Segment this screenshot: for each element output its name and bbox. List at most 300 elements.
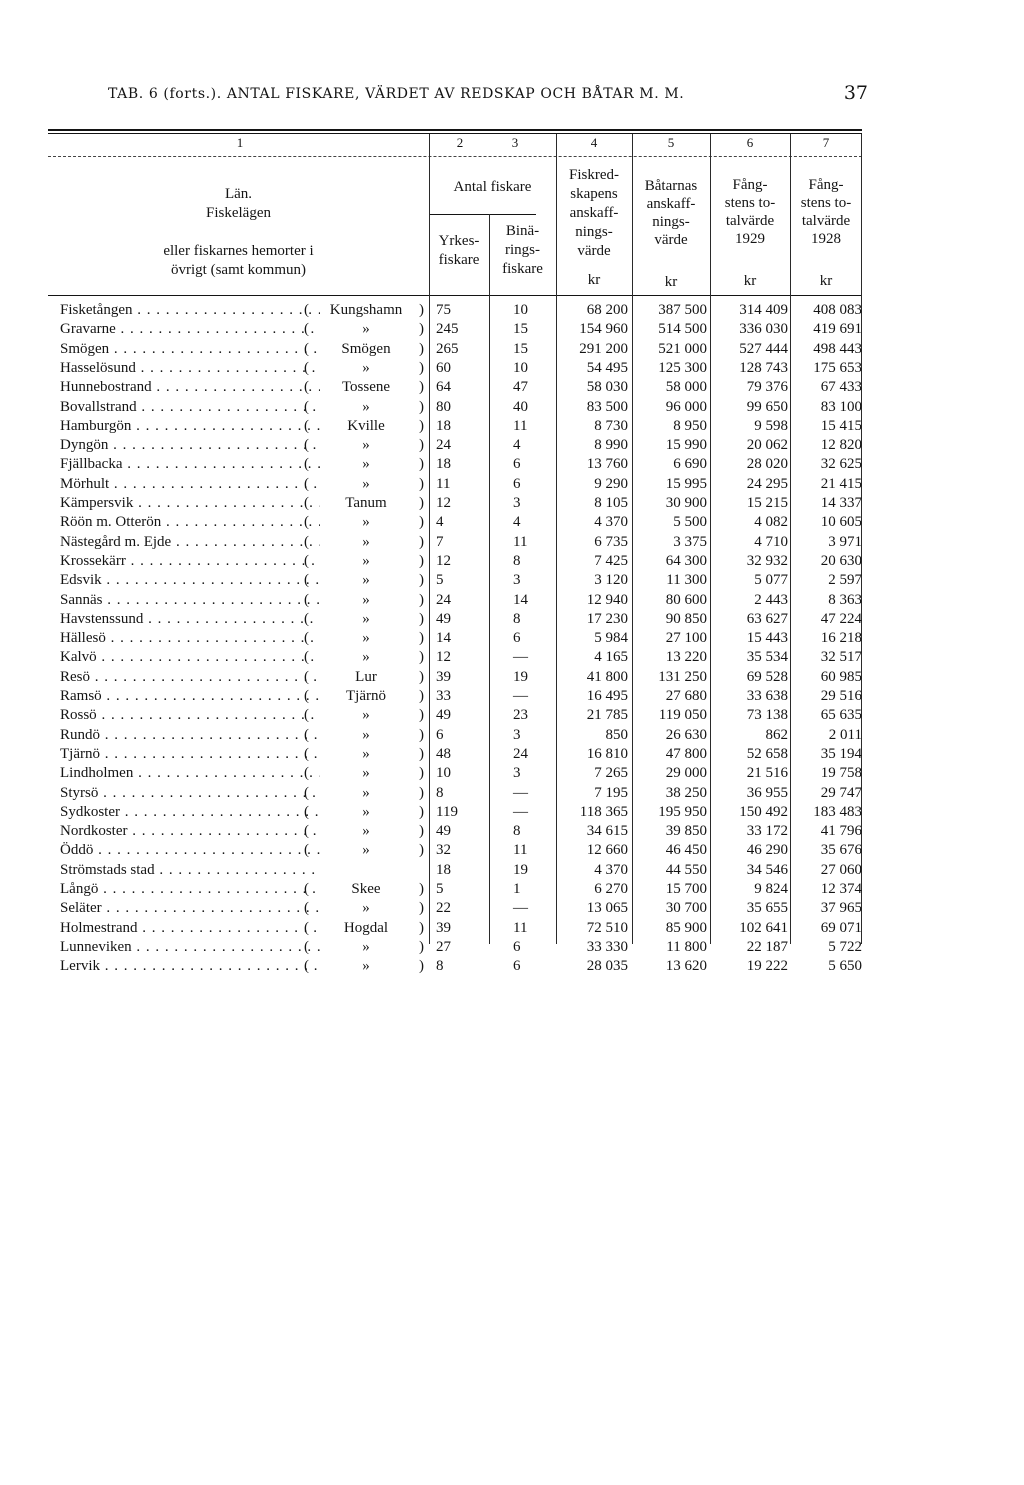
close-paren: ) (419, 726, 424, 743)
binaringsfiskare-value: 6 (513, 938, 521, 955)
fangst-1929-value: 28 020 (746, 456, 788, 473)
table-row (48, 938, 862, 957)
binaringsfiskare-value: 10 (513, 302, 528, 318)
batar-value: 5 500 (673, 514, 707, 531)
table-row (48, 455, 862, 474)
table-row (48, 784, 862, 803)
table-title: TAB. 6 (forts.). ANTAL FISKARE, VÄRDET AV REDSKAP OCH BÅTAR M. M. (108, 86, 685, 102)
column-number-5: 5 (667, 135, 675, 150)
fangst-1928-value: 29 516 (820, 688, 862, 704)
binaringsfiskare-value: 11 (513, 417, 528, 434)
binaringsfiskare-value: 4 (513, 514, 521, 531)
location-name: Seläter . . . (60, 899, 320, 918)
batar-value: 15 700 (665, 881, 707, 897)
redskap-value: 8 730 (594, 417, 628, 434)
binaringsfiskare-value: — (513, 784, 528, 801)
redskap-value: 291 200 (579, 340, 628, 357)
table-row (48, 957, 862, 976)
redskap-value: 8 105 (594, 495, 628, 511)
binaringsfiskare-value: 24 (513, 745, 528, 762)
close-paren: ) (419, 630, 424, 647)
fangst-1929-value: 46 290 (746, 842, 788, 859)
location-name: Edsvik . . . (60, 571, 320, 590)
close-paren: ) (419, 649, 424, 666)
fangst-1928-value: 3 971 (828, 533, 862, 550)
open-paren: ( (304, 321, 309, 338)
location-name: Hasselösund . . . (60, 359, 320, 378)
open-paren: ( (304, 630, 309, 647)
yrkesfiskare-value: 5 (436, 572, 444, 589)
redskap-value: 7 425 (594, 552, 628, 569)
yrkesfiskare-value: 64 (436, 379, 451, 396)
yrkesfiskare-value: 8 (436, 784, 444, 801)
open-paren: ( (304, 668, 309, 685)
commune-name: Hogdal (343, 919, 389, 936)
binaringsfiskare-value: — (513, 688, 528, 704)
table-row (48, 533, 862, 552)
redskap-value: 68 200 (586, 302, 628, 318)
fangst-1928-value: 29 747 (820, 784, 862, 801)
redskap-value: 34 615 (586, 823, 628, 840)
yrkesfiskare-value: 24 (436, 591, 451, 608)
fangst-1929-value: 19 222 (746, 958, 788, 975)
redskap-value: 13 760 (586, 456, 628, 473)
open-paren: ( (304, 707, 309, 724)
location-name: Bovallstrand . . . (60, 398, 320, 417)
fangst-1929-value: 102 641 (739, 919, 788, 936)
commune-name: Skee (351, 881, 381, 897)
close-paren: ) (419, 379, 424, 396)
close-paren: ) (419, 688, 424, 704)
fangst-1929-value: 314 409 (739, 302, 788, 318)
column-number-1: 1 (236, 135, 244, 150)
batar-value: 38 250 (665, 784, 707, 801)
table-row (48, 417, 862, 436)
batar-value: 15 995 (665, 475, 707, 492)
fangst-1928-value: 35 676 (820, 842, 862, 859)
fangst-1928-value: 12 820 (820, 437, 862, 454)
table-row (48, 687, 862, 706)
binaringsfiskare-value: — (513, 900, 528, 917)
yrkesfiskare-value: 49 (436, 707, 451, 724)
commune-name: » (362, 533, 370, 550)
batar-value: 27 680 (665, 688, 707, 704)
location-name: Långö . . . (60, 880, 320, 899)
redskap-value: 7 195 (594, 784, 628, 801)
table-row (48, 552, 862, 571)
commune-name: » (362, 552, 370, 569)
fangst-1928-value: 12 374 (820, 881, 862, 897)
table-row (48, 359, 862, 378)
yrkesfiskare-value: 18 (436, 861, 451, 878)
table-row (48, 899, 862, 918)
open-paren: ( (304, 823, 309, 840)
fangst-1929-value: 9 598 (754, 417, 788, 434)
table-row (48, 591, 862, 610)
fangst-1929-value: 33 638 (746, 688, 788, 704)
redskap-value: 9 290 (594, 475, 628, 492)
fangst-1929-value: 21 516 (746, 765, 788, 782)
fangst-1929-value: 36 955 (746, 784, 788, 801)
location-name: Ramsö . . . (60, 687, 320, 706)
redskap-value: 21 785 (586, 707, 628, 724)
column-number-7: 7 (822, 135, 830, 150)
fangst-1928-value: 83 100 (820, 398, 862, 415)
location-name: Gravarne . . . (60, 320, 320, 339)
open-paren: ( (304, 842, 309, 859)
close-paren: ) (419, 533, 424, 550)
commune-name: » (362, 591, 370, 608)
close-paren: ) (419, 302, 424, 318)
yrkesfiskare-value: 14 (436, 630, 451, 647)
location-name: Smögen . . . (60, 340, 320, 359)
fangst-1929-value: 99 650 (746, 398, 788, 415)
location-name: Krossekärr . . . (60, 552, 320, 571)
redskap-value: 4 370 (594, 514, 628, 531)
binaringsfiskare-value: 19 (513, 668, 528, 685)
open-paren: ( (304, 688, 309, 704)
open-paren: ( (304, 533, 309, 550)
yrkesfiskare-value: 12 (436, 495, 451, 511)
fangst-1928-value: 60 985 (820, 668, 862, 685)
open-paren: ( (304, 572, 309, 589)
redskap-value: 16 810 (586, 745, 628, 762)
table-top-rule (48, 129, 862, 131)
fangst-1929-value: 527 444 (739, 340, 788, 357)
page-number: 37 (843, 82, 868, 104)
open-paren: ( (304, 456, 309, 473)
location-name: Holmestrand . . . (60, 919, 320, 938)
batar-value: 3 375 (673, 533, 707, 550)
binaringsfiskare-value: 19 (513, 861, 528, 878)
close-paren: ) (419, 784, 424, 801)
table-row (48, 803, 862, 822)
table-row (48, 513, 862, 532)
redskap-value: 6 735 (594, 533, 628, 550)
fangst-1928-value: 5 650 (828, 958, 862, 975)
table-row (48, 648, 862, 667)
fangst-1928-value: 5 722 (828, 938, 862, 955)
location-name: Resö . . . (60, 668, 320, 687)
close-paren: ) (419, 765, 424, 782)
batar-value: 30 700 (665, 900, 707, 917)
fangst-1929-value: 35 534 (746, 649, 788, 666)
batar-value: 195 950 (658, 803, 707, 820)
close-paren: ) (419, 591, 424, 608)
commune-name: » (362, 707, 370, 724)
table-row (48, 320, 862, 339)
location-name: Havstenssund . . . (60, 610, 320, 629)
redskap-value: 33 330 (586, 938, 628, 955)
header-batar: Båtarnas anskaff- nings- värde kr (644, 178, 698, 290)
yrkesfiskare-value: 33 (436, 688, 451, 704)
location-name: Styrsö . . . (60, 784, 320, 803)
batar-value: 58 000 (665, 379, 707, 396)
header-bottom-rule (48, 295, 862, 296)
location-name: Mörhult . . . (60, 475, 320, 494)
redskap-value: 4 165 (594, 649, 628, 666)
open-paren: ( (304, 881, 309, 897)
yrkesfiskare-value: 12 (436, 552, 451, 569)
fangst-1929-value: 32 932 (746, 552, 788, 569)
batar-value: 27 100 (665, 630, 707, 647)
batar-value: 96 000 (665, 398, 707, 415)
fangst-1928-value: 19 758 (820, 765, 862, 782)
yrkesfiskare-value: 39 (436, 668, 451, 685)
redskap-value: 8 990 (594, 437, 628, 454)
redskap-value: 17 230 (586, 610, 628, 627)
yrkesfiskare-value: 49 (436, 610, 451, 627)
yrkesfiskare-value: 75 (436, 302, 451, 318)
fangst-1929-value: 79 376 (746, 379, 788, 396)
binaringsfiskare-value: 10 (513, 359, 528, 376)
fangst-1928-value: 498 443 (813, 340, 862, 357)
fangst-1929-value: 15 443 (746, 630, 788, 647)
binaringsfiskare-value: 6 (513, 630, 521, 647)
binaringsfiskare-value: 6 (513, 456, 521, 473)
commune-name: » (362, 745, 370, 762)
open-paren: ( (304, 379, 309, 396)
open-paren: ( (304, 398, 309, 415)
open-paren: ( (304, 610, 309, 627)
fangst-1928-value: 67 433 (820, 379, 862, 396)
fangst-1929-value: 35 655 (746, 900, 788, 917)
table-row (48, 378, 862, 397)
fangst-1928-value: 14 337 (820, 495, 862, 511)
table-row (48, 629, 862, 648)
close-paren: ) (419, 552, 424, 569)
binaringsfiskare-value: 3 (513, 765, 521, 782)
header-antal-fiskare: Antal fiskare (453, 179, 532, 195)
open-paren: ( (304, 726, 309, 743)
open-paren: ( (304, 765, 309, 782)
location-name: Nordkoster . . . (60, 822, 320, 841)
close-paren: ) (419, 475, 424, 492)
close-paren: ) (419, 359, 424, 376)
commune-name: » (362, 475, 370, 492)
open-paren: ( (304, 475, 309, 492)
location-name: Fjällbacka . . . (60, 455, 320, 474)
yrkesfiskare-value: 27 (436, 938, 451, 955)
fangst-1928-value: 32 625 (820, 456, 862, 473)
fangst-1928-value: 15 415 (820, 417, 862, 434)
fangst-1929-value: 15 215 (746, 495, 788, 511)
fangst-1929-value: 150 492 (739, 803, 788, 820)
binaringsfiskare-value: 8 (513, 823, 521, 840)
redskap-value: 72 510 (586, 919, 628, 936)
location-name: Hamburgön . . . (60, 417, 320, 436)
binaringsfiskare-value: 8 (513, 552, 521, 569)
table-row (48, 706, 862, 725)
location-name: Rundö . . . (60, 726, 320, 745)
redskap-value: 154 960 (579, 321, 628, 338)
header-yrkesfiskare: Yrkes- fiskare (438, 233, 480, 268)
fangst-1928-value: 21 415 (820, 475, 862, 492)
fangst-1928-value: 65 635 (820, 707, 862, 724)
location-name: Fisketången . . . (60, 301, 320, 320)
location-name: Rossö . . . (60, 706, 320, 725)
batar-value: 11 800 (666, 938, 707, 955)
batar-value: 15 990 (665, 437, 707, 454)
header-binaringsfiskare: Binä- rings- fiskare (502, 223, 543, 277)
commune-name: Kungshamn (329, 302, 403, 318)
fangst-1928-value: 20 630 (820, 552, 862, 569)
column-number-rule (48, 156, 862, 157)
close-paren: ) (419, 456, 424, 473)
table-row (48, 745, 862, 764)
fangst-1929-value: 73 138 (746, 707, 788, 724)
table-row (48, 861, 862, 880)
fangst-1928-value: 41 796 (820, 823, 862, 840)
batar-value: 47 800 (665, 745, 707, 762)
location-name: Röön m. Otterön . . . (60, 513, 320, 532)
column-number-3: 3 (511, 135, 519, 150)
yrkesfiskare-value: 7 (436, 533, 444, 550)
close-paren: ) (419, 938, 424, 955)
batar-value: 8 950 (673, 417, 707, 434)
open-paren: ( (304, 649, 309, 666)
batar-value: 30 900 (665, 495, 707, 511)
open-paren: ( (304, 958, 309, 975)
redskap-value: 118 365 (579, 803, 628, 820)
commune-name: Smögen (341, 340, 391, 357)
close-paren: ) (419, 900, 424, 917)
batar-value: 46 450 (665, 842, 707, 859)
open-paren: ( (304, 938, 309, 955)
fangst-1928-value: 408 083 (813, 302, 862, 318)
column-number-2: 2 (456, 135, 464, 150)
yrkesfiskare-value: 265 (436, 340, 459, 357)
location-name: Strömstads stad . . . (60, 861, 320, 880)
binaringsfiskare-value: — (513, 649, 528, 666)
close-paren: ) (419, 398, 424, 415)
close-paren: ) (419, 707, 424, 724)
close-paren: ) (419, 610, 424, 627)
binaringsfiskare-value: 15 (513, 340, 528, 357)
fangst-1928-value: 8 363 (828, 591, 862, 608)
commune-name: » (362, 610, 370, 627)
fangst-1929-value: 4 710 (754, 533, 788, 550)
fangst-1929-value: 52 658 (746, 745, 788, 762)
redskap-value: 850 (605, 726, 628, 743)
header-fangst-1929: Fång- stens to- talvärde 1929 kr (724, 177, 776, 289)
close-paren: ) (419, 958, 424, 975)
location-name: Lervik . . . (60, 957, 320, 976)
batar-value: 44 550 (665, 861, 707, 878)
fangst-1929-value: 862 (765, 726, 788, 743)
binaringsfiskare-value: 8 (513, 610, 521, 627)
open-paren: ( (304, 900, 309, 917)
statistics-table (48, 129, 862, 975)
location-name: Hällesö . . . (60, 629, 320, 648)
location-name: Dyngön . . . (60, 436, 320, 455)
commune-name: » (362, 765, 370, 782)
commune-name: » (362, 649, 370, 666)
close-paren: ) (419, 881, 424, 897)
batar-value: 131 250 (658, 668, 707, 685)
header-location: Län. Fiskelägen eller fiskarnes hemorter i övrigt (samt kommun) (163, 186, 314, 278)
fangst-1928-value: 35 194 (820, 745, 862, 762)
batar-value: 521 000 (658, 340, 707, 357)
commune-name: » (362, 437, 370, 454)
fangst-1928-value: 2 011 (828, 726, 862, 743)
commune-name: » (362, 398, 370, 415)
yrkesfiskare-value: 4 (436, 514, 444, 531)
close-paren: ) (419, 514, 424, 531)
fangst-1928-value: 69 071 (820, 919, 862, 936)
open-paren: ( (304, 302, 309, 318)
redskap-value: 13 065 (586, 900, 628, 917)
location-name: Lunneviken . . . (60, 938, 320, 957)
batar-value: 125 300 (658, 359, 707, 376)
table-row (48, 436, 862, 455)
location-name: Sannäs . . . (60, 591, 320, 610)
column-number-4: 4 (590, 135, 598, 150)
open-paren: ( (304, 514, 309, 531)
batar-value: 119 050 (658, 707, 707, 724)
table-row (48, 726, 862, 745)
fangst-1928-value: 175 653 (813, 359, 862, 376)
batar-value: 13 220 (665, 649, 707, 666)
table-row (48, 919, 862, 938)
commune-name: » (362, 803, 370, 820)
open-paren: ( (304, 417, 309, 434)
binaringsfiskare-value: 6 (513, 475, 521, 492)
page-header (108, 82, 868, 108)
binaringsfiskare-value: 14 (513, 591, 528, 608)
open-paren: ( (304, 784, 309, 801)
redskap-value: 12 660 (586, 842, 628, 859)
commune-name: » (362, 823, 370, 840)
yrkesfiskare-value: 119 (436, 803, 458, 820)
batar-value: 29 000 (665, 765, 707, 782)
commune-name: » (362, 359, 370, 376)
commune-name: » (362, 572, 370, 589)
commune-name: Lur (355, 668, 377, 685)
commune-name: » (362, 842, 370, 859)
fangst-1929-value: 128 743 (739, 359, 788, 376)
fangst-1928-value: 183 483 (813, 803, 862, 820)
close-paren: ) (419, 803, 424, 820)
binaringsfiskare-value: 11 (513, 919, 528, 936)
fangst-1928-value: 32 517 (820, 649, 862, 666)
close-paren: ) (419, 842, 424, 859)
redskap-value: 7 265 (594, 765, 628, 782)
commune-name: » (362, 321, 370, 338)
table-row (48, 494, 862, 513)
commune-name: Kville (347, 417, 385, 434)
location-name: Nästegård m. Ejde . . . (60, 533, 320, 552)
fangst-1929-value: 63 627 (746, 610, 788, 627)
fangst-1929-value: 2 443 (754, 591, 788, 608)
binaringsfiskare-value: 23 (513, 707, 528, 724)
batar-value: 387 500 (658, 302, 707, 318)
open-paren: ( (304, 745, 309, 762)
binaringsfiskare-value: 3 (513, 495, 521, 511)
yrkesfiskare-value: 5 (436, 881, 444, 897)
fangst-1929-value: 4 082 (754, 514, 788, 531)
table-row (48, 668, 862, 687)
fangst-1929-value: 5 077 (754, 572, 788, 589)
open-paren: ( (304, 495, 309, 511)
fangst-1928-value: 16 218 (820, 630, 862, 647)
close-paren: ) (419, 572, 424, 589)
table-row (48, 822, 862, 841)
table-row (48, 610, 862, 629)
batar-value: 13 620 (665, 958, 707, 975)
yrkesfiskare-value: 39 (436, 919, 451, 936)
fangst-1929-value: 24 295 (746, 475, 788, 492)
